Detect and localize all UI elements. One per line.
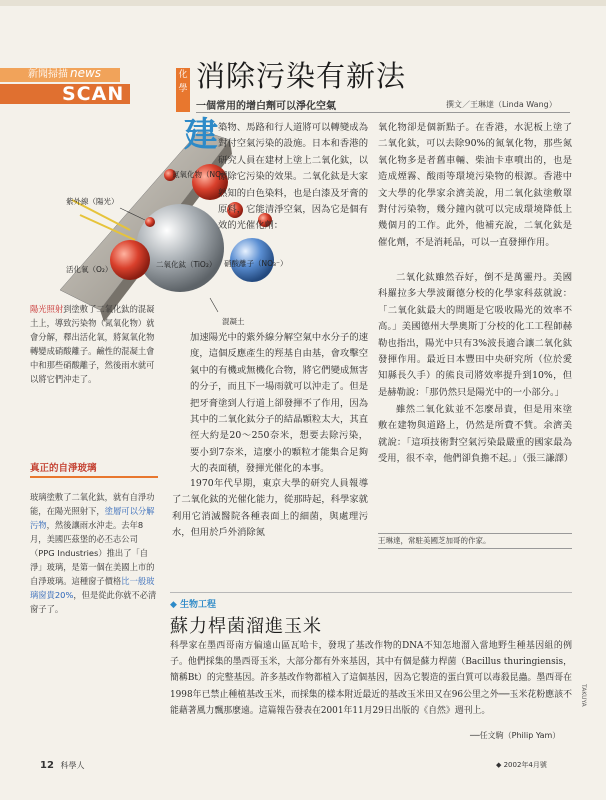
news-label-zh: 新聞掃描 <box>28 69 68 80</box>
paragraph-mechanism: 加速陽光中的紫外線分解空氣中水分子的速度，這個反應產生的羥基自由基，會攻擊空氣中的有機或無機化合物，將它們變成無害的分子，而且下一場雨就可以沖走了。但是把牙膏塗到人行道上卻發揮不了作用，因為其中的二氧化鈦分子的結晶顆粒太大，其直徑大約是20～250奈米，想要去除污染，要小到7奈米，這麼小的顆粒才能集合足夠大的表面積，發揮光催化的本事。 <box>190 332 368 475</box>
category-tab: 化學 <box>176 68 190 112</box>
label-concrete: 混凝土 <box>222 317 245 326</box>
magazine-name: 科學人 <box>60 761 85 770</box>
paragraph-history: 1970年代早期，東京大學的研究人員報導了二氧化鈦的光催化能力，從那時起，科學家就利用它消滅醫院各種表面上的細菌，與處理污水，但用於戶外消除氮 <box>172 478 368 539</box>
page-footer-left <box>40 760 84 771</box>
sidebar-segment: ，然後讓雨水沖走。去年8月，美國匹茲堡的必丕志公司（PPG Industries）推出了「自淨」玻璃，是第一個在美國上市的自淨玻璃。這種窗子價格 <box>30 520 155 586</box>
label-uv: 紫外線（陽光） <box>66 197 119 206</box>
article-subtitle: 一個常用的增白劑可以淨化空氣 <box>196 101 336 112</box>
vertical-credit: TAKUYA <box>580 684 587 707</box>
paragraph-hongkong: 氧化物卻是個新點子。在香港，水泥板上塗了二氧化鈦，可以去除90%的氮氧化物，那些氮氧化物多是者舊車輛、柴油卡車噴出的，也是造成煙霧、酸雨等環境污染物的根源。香港中文大學的化學家余濟美說，用二氧化鈦塗敷罩對付污染物，幾分鐘內就可以完成環境降低上幾個月的工作。此外，他補充說，二氧化鈦是催化劑，不是消耗品，可以一直發揮作用。 <box>378 122 572 248</box>
drop-cap: 建 <box>184 115 218 155</box>
label-no3: 硝酸離子（NO₃⁻） <box>224 259 288 268</box>
bottom-body: 科學家在墨西哥南方偏遠山區瓦哈卡，發現了基改作物的DNA不知怎地溜入當地野生種基因組的例子。他們採集的墨西哥玉米，大部分都有外來基因，其中有個是蘇力桿菌（Bacillus thuringiensis，簡稱Bt）的完整基因。許多基改作物都植入了這個基因，因為它製造的蛋白質可以毒殺昆蟲。墨西哥在1998年已禁止種植基改玉米，而採集的樣本附近最近的基改玉米田又在96公里之外──玉米花粉應該不能藉著風力飄那麼遠。這篇報告發表在2001年11月29日出版的《自然》週刊上。 <box>170 641 572 716</box>
title-rule <box>196 112 570 113</box>
sidebar-segment: 比一般玻璃窗貴20% <box>30 576 155 600</box>
page-top-edge <box>0 0 606 6</box>
label-no2: 氮氧化物（NO₂） <box>172 170 232 179</box>
caption-segment: 陽光照射 <box>30 304 64 314</box>
issue-date: ◆ 2002年4月號 <box>496 761 547 769</box>
sidebar-text <box>30 490 158 616</box>
scan-label: SCAN <box>62 83 125 105</box>
bottom-author: ──任文駒（Philip Yam） <box>470 731 561 740</box>
sidebar-segment: ，但是從此你就不必清窗子了。 <box>30 590 157 614</box>
paragraph-intro: 築物、馬路和行人道將可以轉變成為對付空氣污染的設施。日本和香港的研究人員在建材上塗上二氧化鈦，以漂除它污染的效果。二氧化鈦是大家熟知的白色染料，也是白漆及牙膏的原料，它能清淨空氣，因為它是個有效的光催化劑： <box>218 122 368 232</box>
caption-segment: 到塗敷了二氧化鈦的混凝土上，導致污染物（氮氧化物）就會分解，釋出活化氧，將氮氧化物轉變成硝酸離子。鹼性的混凝土會中和那些硝酸離子，然後雨水就可以將它們沖走了。 <box>30 304 155 384</box>
news-label-en: news <box>70 66 102 80</box>
author-note: 王琳達，常駐美國芝加哥的作家。 <box>378 533 572 549</box>
sidebar-segment: 玻璃塗敷了二氧化鈦，就有自淨功能，在陽光照射下， <box>30 492 155 516</box>
sidebar-title: 真正的自淨玻璃 <box>30 460 158 478</box>
paragraph-cost: 雖然二氧化鈦並不怎麼昂貴，但是用來塗敷在建物與道路上，仍然是所費不貲。余濟美就說：「這項技術對空氣污染最嚴重的國家最為受用，很不幸，他們卻負擔不起。」（張三謙譯） <box>378 404 574 465</box>
article-title: 消除污染有新法 <box>196 59 407 93</box>
section-divider <box>170 592 572 593</box>
bottom-title: 蘇力桿菌溜進玉米 <box>170 616 322 637</box>
label-tio2: 二氧化鈦（TiO₂） <box>156 260 217 269</box>
sidebar-segment: 塗層可以分解污物 <box>30 506 155 530</box>
bottom-category: ◆ 生物工程 <box>170 600 217 610</box>
paragraph-limitations: 二氧化鈦雖然吞好，倒不是萬靈丹。美國科羅拉多大學波爾德分校的化學家科茲就說：「二氧化鈦最大的問題是它吸收陽光的效率不高。」美國德州大學奧斯丁分校的化工工程師赫勒也指出，陽光中只有3%波長適合讓二氧化鈦發揮作用。最近日本豐田中央研究所（位於愛知縣長久手）的熊良司將效率提升到10%，但是赫勒說：「那仍然只是陽光中的一小部分。」 <box>378 272 572 398</box>
active-oxygen-sphere <box>110 240 150 280</box>
illustration-caption <box>30 302 158 386</box>
article-byline: 撰文／王琳達（Linda Wang） <box>446 100 557 109</box>
page-number: 12 <box>40 760 54 771</box>
label-o2: 活化氧（O₂） <box>66 265 113 274</box>
